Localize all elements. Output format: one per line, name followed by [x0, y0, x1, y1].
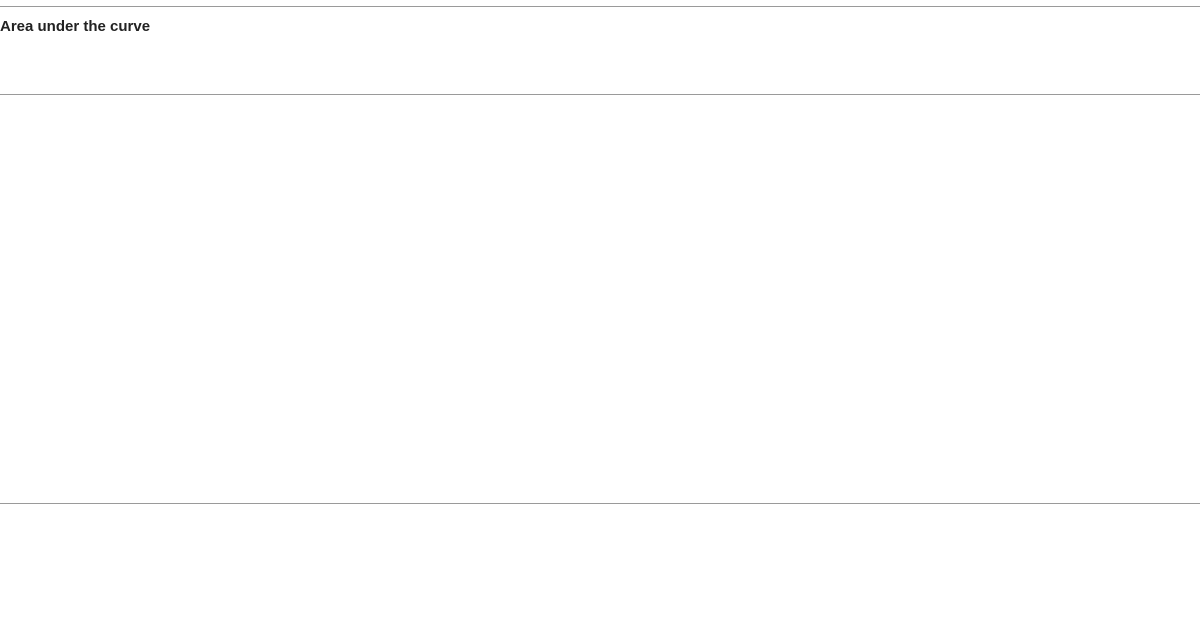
group-header-1 — [0, 18, 150, 36]
group-header-text: Area under the curve — [0, 18, 151, 35]
bottom-rule — [0, 503, 1200, 504]
header-rule — [0, 94, 1200, 95]
top-rule — [0, 6, 1200, 7]
